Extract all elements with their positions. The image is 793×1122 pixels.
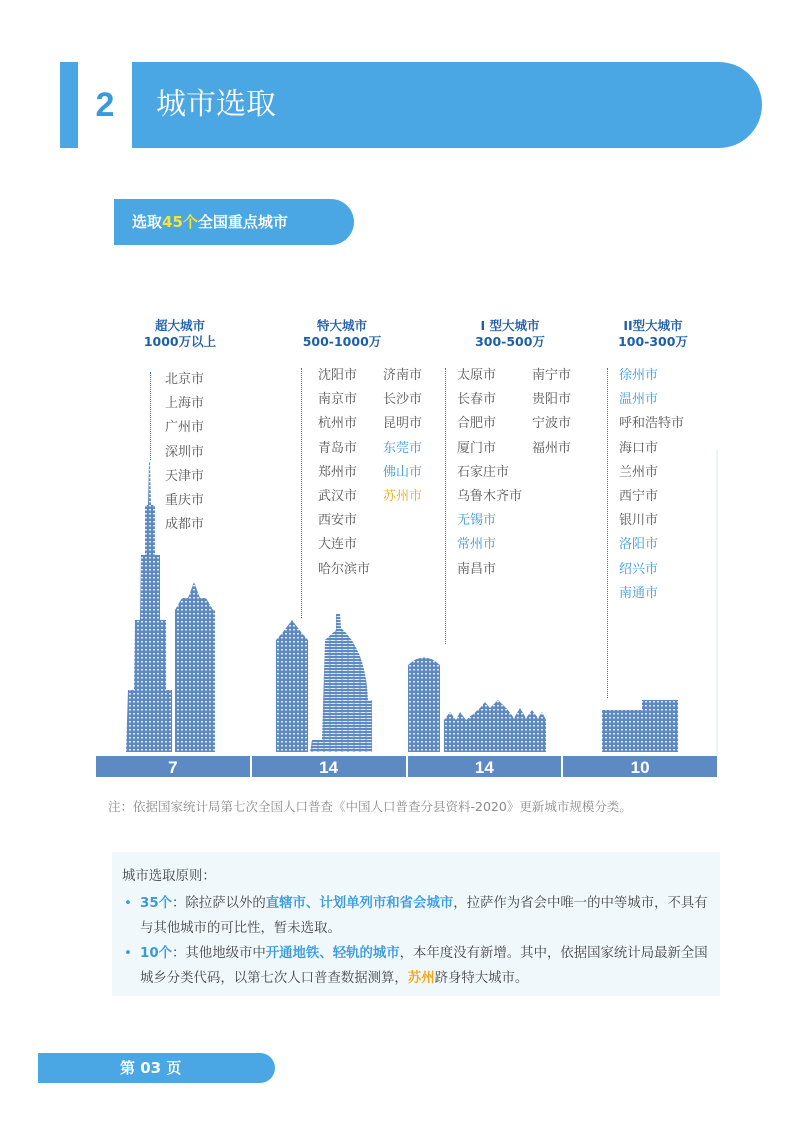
count-super: 14 [252, 756, 408, 777]
count-large-2: 10 [630, 758, 650, 777]
column-title: I 型大城市 [480, 318, 540, 333]
city-item: 郑州市 [318, 464, 358, 480]
city-item: 太原市 [457, 368, 497, 383]
city-item: 宁波市 [532, 416, 572, 432]
column-range: 100-300万 [618, 334, 688, 349]
column-head-super [282, 318, 402, 350]
city-item: 苏州市 [383, 489, 423, 505]
city-item: 青岛市 [318, 440, 358, 456]
city-item: 长春市 [457, 392, 497, 408]
apartment-block-icon [602, 700, 678, 752]
city-item: 重庆市 [165, 493, 205, 509]
bullet-icon: • [124, 946, 132, 961]
city-count-bar [96, 756, 717, 777]
principle-highlight: 开通地铁、轻轨的城市 [265, 946, 400, 961]
subtag-prefix: 选取 [132, 213, 163, 231]
city-item: 广州市 [165, 420, 205, 436]
column-range: 1000万以上 [143, 334, 217, 349]
city-list-super-a [318, 364, 370, 582]
city-item: 南京市 [318, 392, 358, 408]
city-item: 无锡市 [457, 513, 497, 529]
bullet-icon: • [124, 896, 132, 911]
city-item: 温州市 [619, 392, 659, 408]
column-head-large-2 [593, 318, 713, 350]
city-item: 福州市 [532, 440, 572, 456]
city-item: 东莞市 [383, 440, 423, 456]
principle-text: 跻身特大城市。 [434, 971, 529, 986]
city-item: 武汉市 [318, 489, 358, 505]
castle-building-icon [444, 700, 546, 752]
city-item: 徐州市 [619, 368, 659, 383]
city-item: 厦门市 [457, 440, 497, 456]
city-item: 西安市 [318, 513, 358, 529]
dotted-guide-line [445, 368, 446, 644]
city-item: 佛山市 [383, 464, 423, 480]
column-title: II型大城市 [623, 318, 683, 333]
principles-title: 城市选取原则： [122, 869, 216, 884]
count-mega: 7 [96, 756, 252, 777]
principle-highlight-gold: 苏州 [407, 971, 435, 986]
principle-text: ，本年度没有新增。其中，依据国家统计局最新全国城乡分类代码，以第七次人口普查数据测算， [140, 946, 708, 986]
dotted-guide-line [150, 372, 151, 460]
city-item: 贵阳市 [532, 392, 572, 408]
city-item: 天津市 [165, 468, 205, 484]
principle-count: 35个 [140, 896, 173, 911]
city-item: 呼和浩特市 [619, 416, 685, 432]
city-item: 海口市 [619, 440, 659, 456]
source-note: 注：依据国家统计局第七次全国人口普查《中国人口普查分县资料-2020》更新城市规模分类。 [108, 799, 632, 814]
city-list-large-1-a [457, 364, 522, 582]
city-item: 北京市 [165, 372, 205, 387]
city-item: 南宁市 [532, 368, 572, 383]
city-item: 大连市 [318, 537, 358, 553]
city-item: 银川市 [619, 513, 659, 529]
column-title: 超大城市 [154, 318, 205, 333]
city-item: 济南市 [383, 368, 423, 383]
city-item: 西宁市 [619, 489, 659, 505]
rounded-tower-icon [408, 658, 440, 753]
city-item: 南昌市 [457, 561, 497, 577]
city-item: 常州市 [457, 537, 497, 553]
city-item: 长沙市 [383, 392, 423, 408]
column-range: 300-500万 [475, 334, 545, 349]
section-number: 2 [78, 62, 132, 148]
subtag-highlight: 45个 [162, 213, 198, 231]
column-head-large-1 [450, 318, 570, 350]
count-large-1: 14 [408, 756, 564, 777]
city-list-large-1-b [532, 364, 571, 461]
column-title: 特大城市 [316, 318, 367, 333]
city-list-super-b [383, 364, 422, 509]
principle-count: 10个 [140, 946, 173, 961]
principle-text: ：除拉萨以外的 [172, 896, 266, 911]
city-item: 洛阳市 [619, 537, 659, 553]
column-head-mega [120, 318, 240, 350]
principle-item [122, 891, 710, 941]
principle-item [122, 941, 710, 991]
glass-tower-icon [276, 620, 308, 752]
curved-tower-icon [310, 614, 372, 752]
city-item: 杭州市 [318, 416, 358, 432]
city-item: 南通市 [619, 585, 659, 601]
city-item: 沈阳市 [318, 368, 358, 383]
city-item: 乌鲁木齐市 [457, 489, 523, 505]
selection-principles [112, 852, 720, 996]
city-list-large-2 [619, 364, 684, 606]
office-tower-icon [175, 582, 215, 752]
dotted-guide-line [301, 368, 302, 618]
city-item: 深圳市 [165, 444, 205, 460]
city-list-mega [165, 368, 204, 537]
city-item: 昆明市 [383, 416, 423, 432]
dotted-guide-line [607, 368, 608, 698]
principle-text: ：其他地级市中 [172, 946, 266, 961]
column-range: 500-1000万 [302, 334, 382, 349]
city-item: 上海市 [165, 396, 205, 412]
city-item: 哈尔滨市 [318, 561, 371, 577]
city-item: 绍兴市 [619, 561, 659, 577]
principle-text: ，拉萨作为省会中唯一的中等城市，不具有与其他城市的可比性，暂未选取。 [140, 896, 708, 936]
city-item: 合肥市 [457, 416, 497, 432]
page-number-tag: 第 03 页 [38, 1053, 275, 1083]
city-item: 成都市 [165, 517, 205, 533]
section-title: 城市选取 [156, 87, 276, 122]
principle-highlight: 直辖市、计划单列市和省会城市 [265, 896, 454, 911]
subtag-suffix: 全国重点城市 [197, 213, 288, 231]
city-item: 兰州市 [619, 464, 659, 480]
city-item: 石家庄市 [457, 464, 510, 480]
